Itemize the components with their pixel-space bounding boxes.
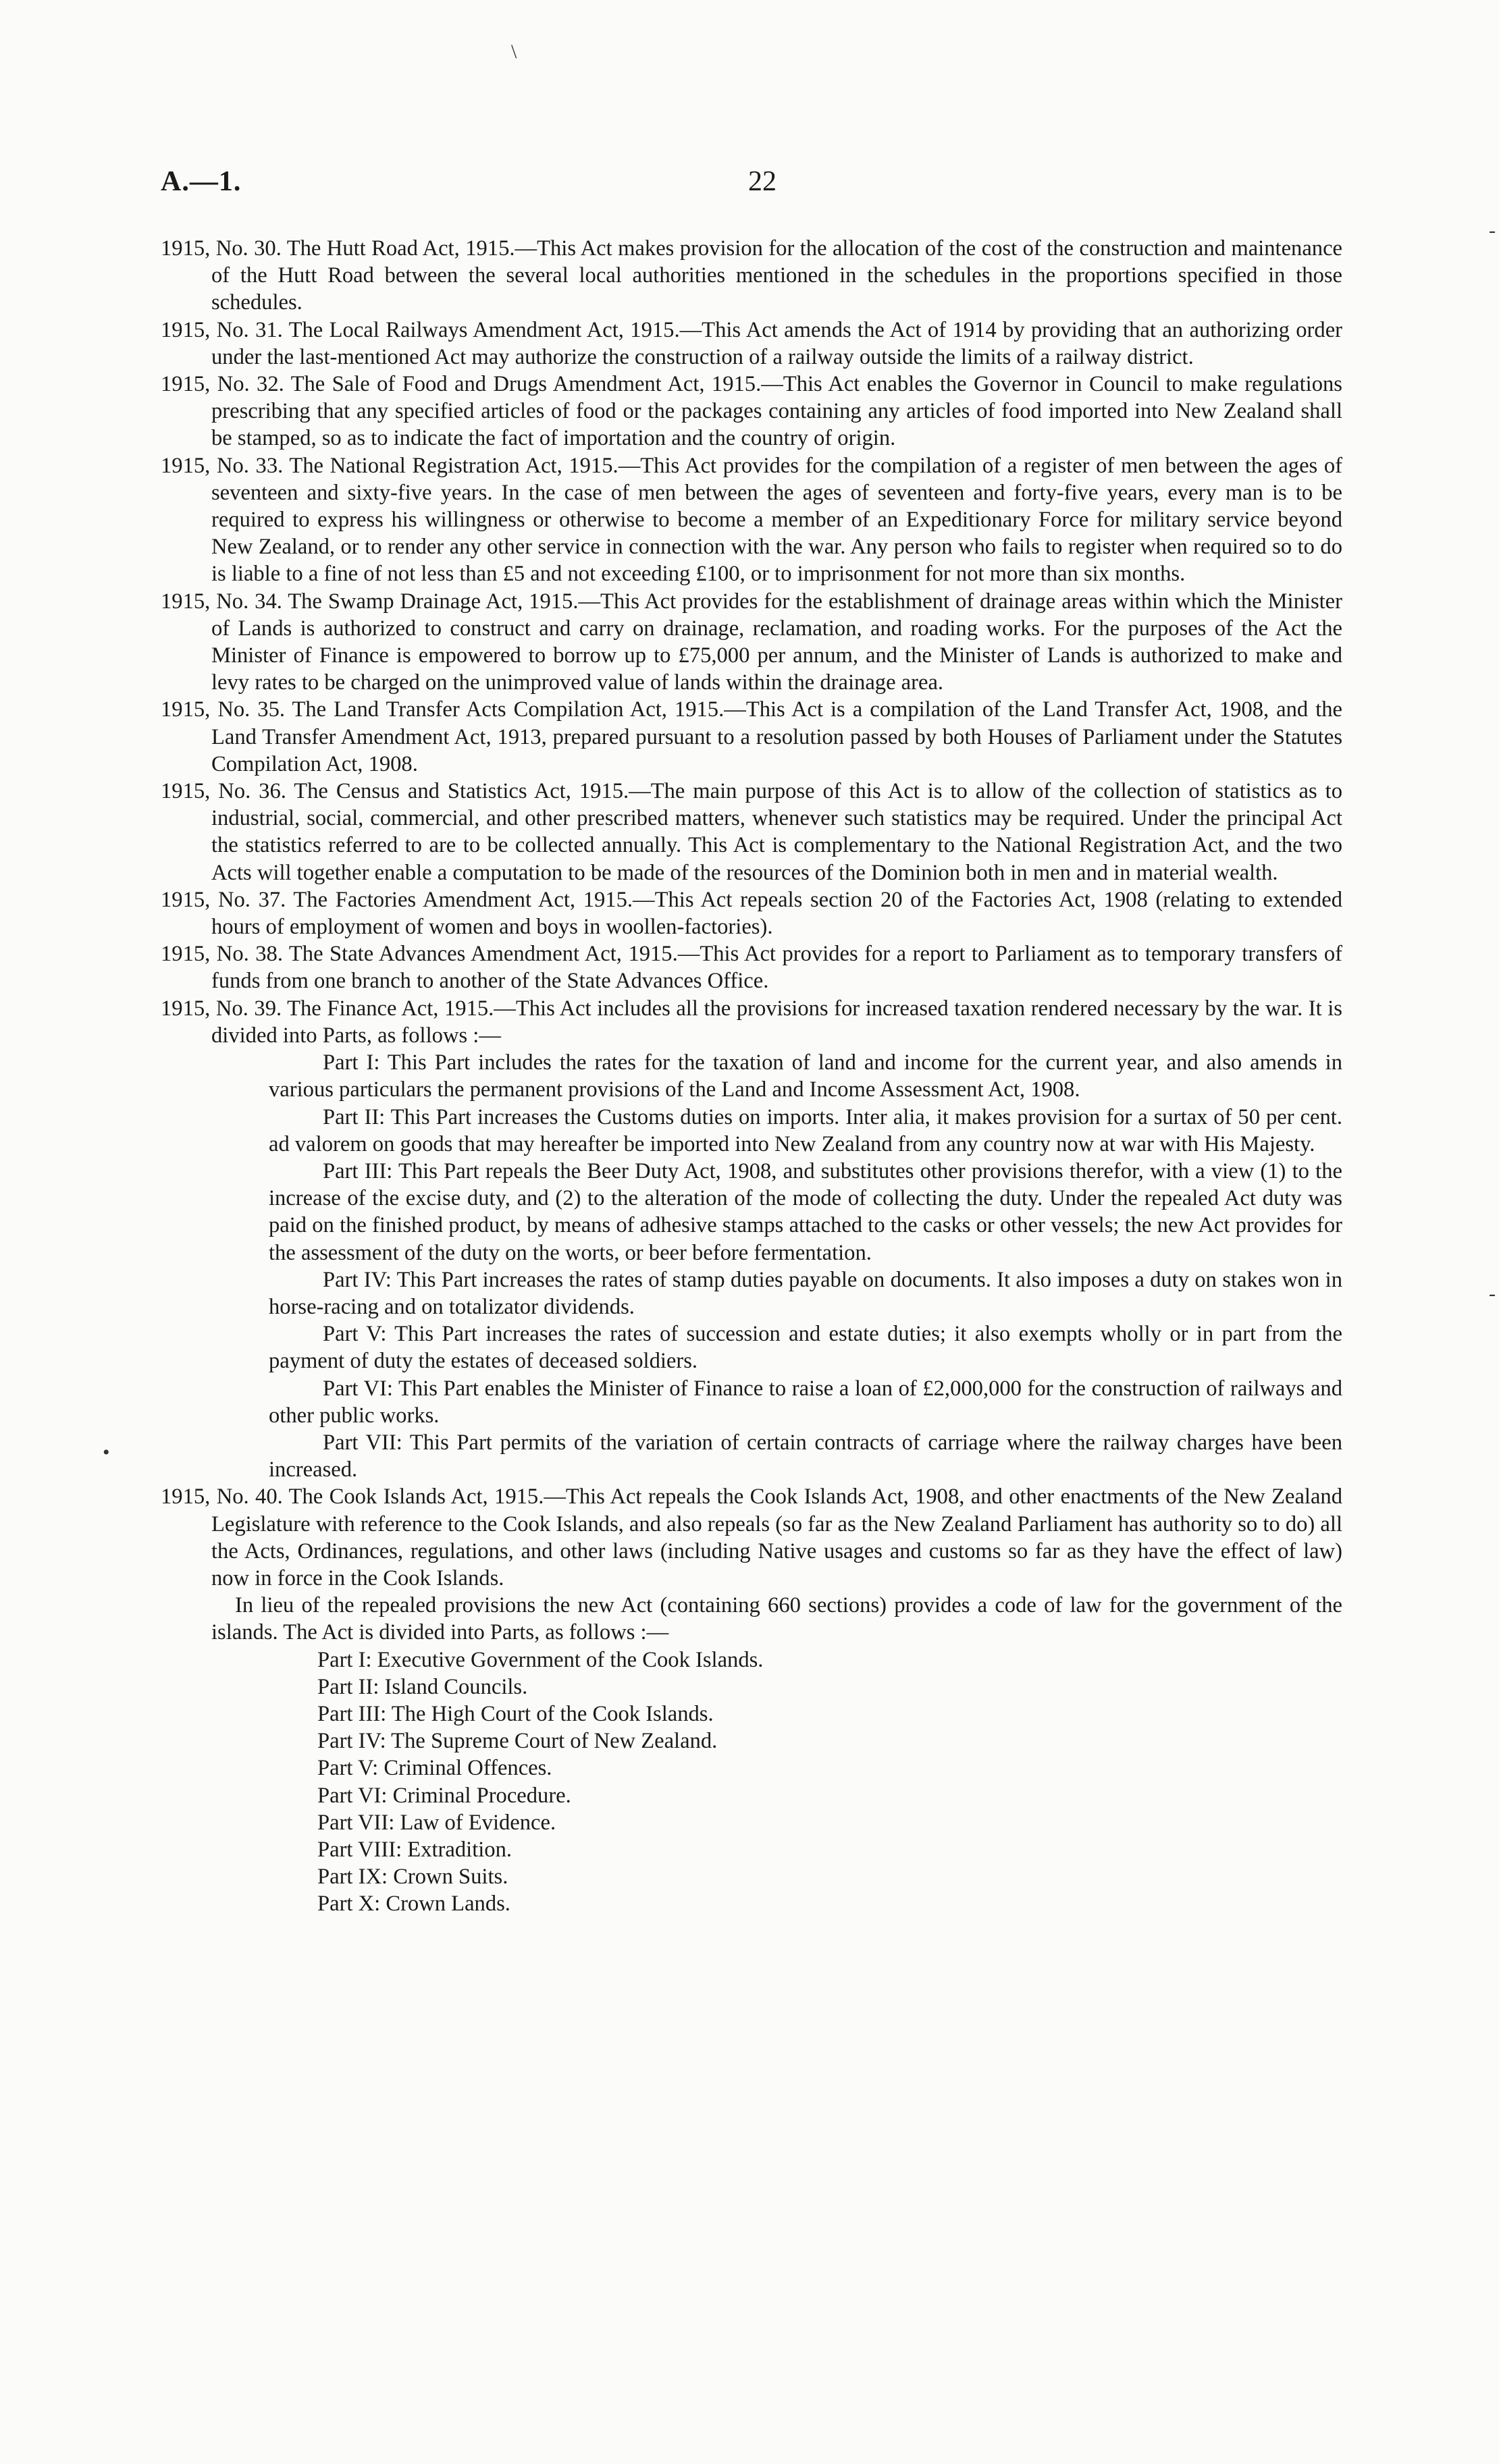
list-item: Part VIII: Extradition.	[317, 1837, 512, 1862]
act-paragraph: 1915, No. 30. The Hutt Road Act, 1915.—This Act makes provision for the allocation of the cost of the construction and maintenance of the Hutt Road between the several local authorities mentioned in the schedules in the proportions specified in those schedules.	[161, 236, 1342, 315]
act-paragraph: 1915, No. 37. The Factories Amendment Act, 1915.—This Act repeals section 20 of the Factories Act, 1908 (relating to extended hours of employment of women and boys in woollen-factories).	[161, 887, 1342, 940]
page-header	[161, 165, 1342, 213]
act-paragraph: 1915, No. 39. The Finance Act, 1915.—This Act includes all the provisions for increased taxation rendered necessary by the war. It is divided into Parts, as follows :—	[161, 996, 1342, 1048]
finance-act-part: Part I: This Part includes the rates for the taxation of land and income for the current year, and also amends in various particulars the permanent provisions of the Land and Income Assessment Act, 1908.	[269, 1050, 1342, 1102]
finance-act-part: Part VI: This Part enables the Minister of Finance to raise a loan of £2,000,000 for the construction of railways and other public works.	[269, 1376, 1342, 1428]
act-paragraph: 1915, No. 40. The Cook Islands Act, 1915.—This Act repeals the Cook Islands Act, 1908, and other enactments of the New Zealand Legislature with reference to the Cook Islands, and also repeals (so far as the New Zealand Parliament has authority so to do) all the Acts, Ordinances, regulations, and other laws (including Native usages and customs so far as they have the effect of law) now in force in the Cook Islands.	[161, 1484, 1342, 1590]
list-item: Part IV: The Supreme Court of New Zealand.	[317, 1729, 718, 1754]
act-continuation-paragraph: In lieu of the repealed provisions the new Act (containing 660 sections) provides a code of law for the government of the islands. The Act is divided into Parts, as follows :—	[211, 1593, 1342, 1645]
scan-mark: -	[1489, 219, 1496, 242]
list-item: Part III: The High Court of the Cook Islands.	[317, 1701, 714, 1726]
page-number: 22	[748, 166, 777, 197]
scan-mark: •	[103, 1441, 110, 1464]
list-item: Part II: Island Councils.	[317, 1674, 528, 1699]
act-paragraph: 1915, No. 31. The Local Railways Amendment Act, 1915.—This Act amends the Act of 1914 by providing that an authorizing order under the last-mentioned Act may authorize the construction of a railway outside the limits of a railway district.	[161, 317, 1342, 369]
list-item: Part V: Criminal Offences.	[317, 1756, 552, 1781]
cook-islands-act-parts-list	[161, 1646, 1342, 1918]
finance-act-part: Part VII: This Part permits of the variation of certain contracts of carriage where the railway charges have been increased.	[269, 1430, 1342, 1482]
finance-act-part: Part IV: This Part increases the rates of stamp duties payable on documents. It also imposes a duty on stakes won in horse-racing and on totalizator dividends.	[269, 1267, 1342, 1319]
act-paragraph: 1915, No. 36. The Census and Statistics Act, 1915.—The main purpose of this Act is to allow of the collection of statistics as to industrial, social, commercial, and other prescribed matters, whenever such statistics may be required. Under the principal Act the statistics referred to are to be collected annually. This Act is complementary to the National Registration Act, and the two Acts will together enable a computation to be made of the resources of the Dominion both in men and in material wealth.	[161, 779, 1342, 885]
act-paragraph: 1915, No. 35. The Land Transfer Acts Compilation Act, 1915.—This Act is a compilation of the Land Transfer Act, 1908, and the Land Transfer Amendment Act, 1913, prepared pursuant to a resolution passed by both Houses of Parliament under the Statutes Compilation Act, 1908.	[161, 697, 1342, 776]
list-item: Part IX: Crown Suits.	[317, 1865, 508, 1890]
list-item: Part X: Crown Lands.	[317, 1892, 510, 1917]
scan-mark: \	[511, 41, 517, 63]
act-paragraph: 1915, No. 33. The National Registration Act, 1915.—This Act provides for the compilation of a register of men between the ages of seventeen and sixty-five years. In the case of men between the ages of seventeen and forty-five years, every man is to be required to express his willingness or otherwise to become a member of an Expeditionary Force for military service beyond New Zealand, or to render any other service in connection with the war. Any person who fails to register when required so to do is liable to a fine of not less than £5 and not exceeding £100, or to imprisonment for not more than six months.	[161, 453, 1342, 587]
act-paragraph: 1915, No. 32. The Sale of Food and Drugs Amendment Act, 1915.—This Act enables the Governor in Council to make regulations prescribing that any specified articles of food or the packages containing any articles of food imported into New Zealand shall be stamped, so as to indicate the fact of importation and the country of origin.	[161, 372, 1342, 451]
scan-mark: -	[1489, 1283, 1496, 1305]
finance-act-part: Part V: This Part increases the rates of succession and estate duties; it also exempts wholly or in part from the payment of duty the estates of deceased soldiers.	[269, 1322, 1342, 1374]
finance-act-part: Part III: This Part repeals the Beer Duty Act, 1908, and substitutes other provisions therefor, with a view (1) to the increase of the excise duty, and (2) to the alteration of the mode of collecting the duty. Under the repealed Act duty was paid on the finished product, by means of adhesive stamps attached to the casks or other vessels; the new Act provides for the assessment of the duty on the worts, or beer before fermentation.	[269, 1158, 1342, 1265]
act-paragraph: 1915, No. 38. The State Advances Amendment Act, 1915.—This Act provides for a report to Parliament as to temporary transfers of funds from one branch to another of the State Advances Office.	[161, 942, 1342, 994]
document-reference: A.—1.	[161, 166, 242, 197]
document-body	[161, 235, 1342, 1918]
list-item: Part I: Executive Government of the Cook Islands.	[317, 1647, 764, 1672]
list-item: Part VI: Criminal Procedure.	[317, 1783, 571, 1808]
finance-act-part: Part II: This Part increases the Customs duties on imports. Inter alia, it makes provision for a surtax of 50 per cent. ad valorem on goods that may hereafter be imported into New Zealand from any country now at war with His Majesty.	[269, 1104, 1342, 1156]
list-item: Part VII: Law of Evidence.	[317, 1810, 556, 1835]
act-paragraph: 1915, No. 34. The Swamp Drainage Act, 1915.—This Act provides for the establishment of drainage areas within which the Minister of Lands is authorized to construct and carry on drainage, reclamation, and roading works. For the purposes of the Act the Minister of Finance is empowered to borrow up to £75,000 per annum, and the Minister of Lands is authorized to make and levy rates to be charged on the unimproved value of lands within the drainage area.	[161, 589, 1342, 695]
